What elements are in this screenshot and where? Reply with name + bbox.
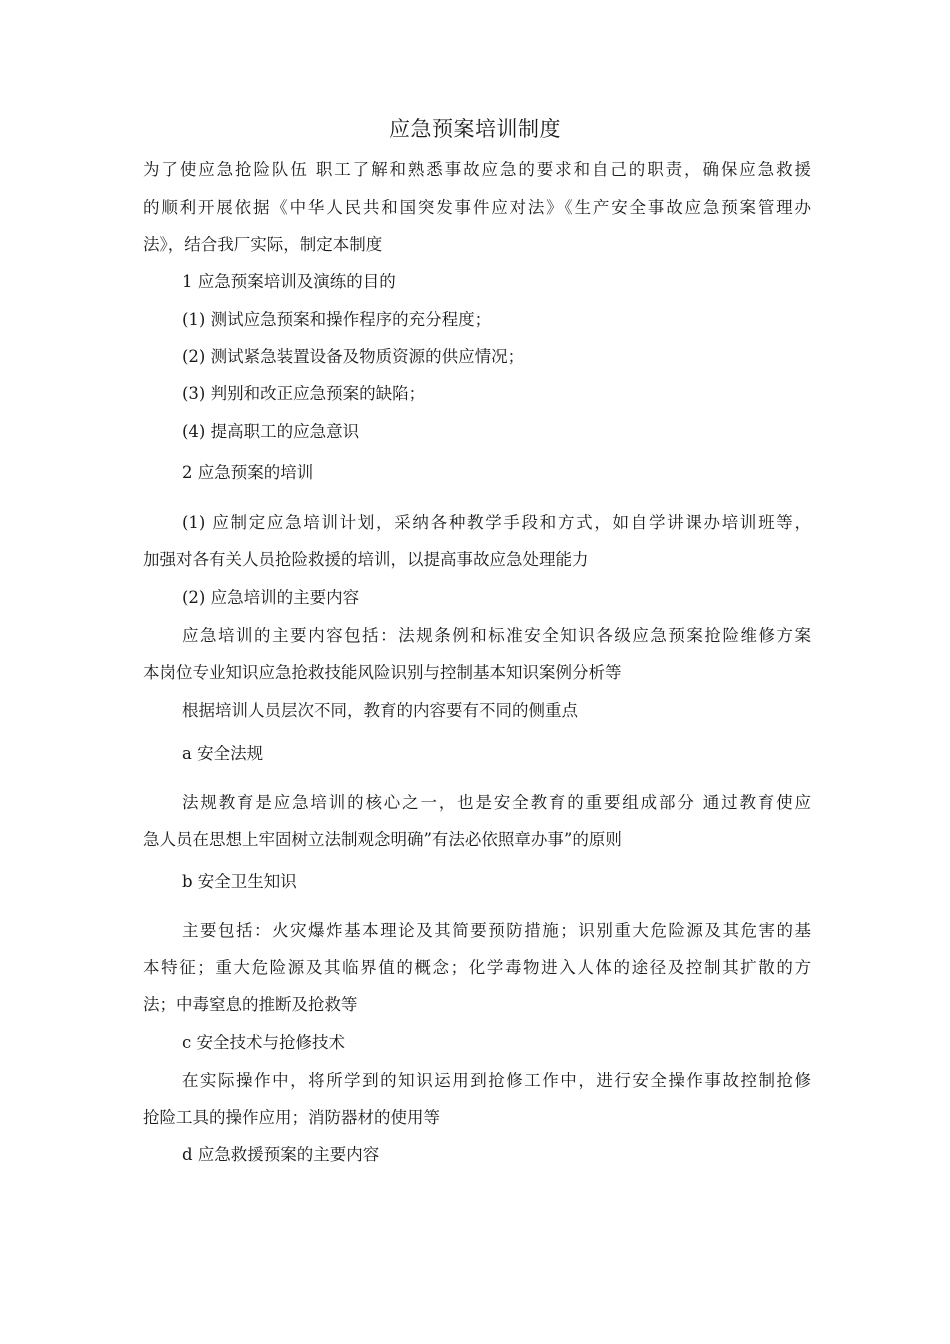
paragraph-line: 主要包括：火灾爆炸基本理论及其简要预防措施；识别重大危险源及其危害的基 [182,921,811,940]
section-heading: a 安全法规 [182,744,264,763]
section-heading: c 安全技术与抢修技术 [182,1033,345,1052]
section-heading: 1 应急预案培训及演练的目的 [182,272,396,291]
paragraph-line: 为了使应急抢险队伍 职工了解和熟悉事故应急的要求和自己的职责，确保应急救援 [143,160,811,179]
list-item: (2) 测试紧急装置设备及物质资源的供应情况； [182,347,525,366]
paragraph-line: 本特征；重大危险源及其临界值的概念；化学毒物进入人体的途径及控制其扩散的方 [143,958,811,977]
section-heading: d 应急救援预案的主要内容 [182,1145,380,1164]
list-item: (4) 提高职工的应急意识 [182,422,360,441]
paragraph-line: 抢险工具的操作应用；消防器材的使用等 [143,1108,440,1127]
paragraph-line: 法；中毒窒息的推断及抢救等 [143,995,358,1014]
section-heading: 2 应急预案的培训 [182,463,314,482]
paragraph-line: (1) 应制定应急培训计划，采纳各种教学手段和方式，如自学讲课办培训班等， [182,513,811,532]
paragraph-line: 法规教育是应急培训的核心之一，也是安全教育的重要组成部分 通过教育使应 [182,793,811,812]
paragraph-line: 根据培训人员层次不同，教育的内容要有不同的侧重点 [182,701,578,720]
list-item: (3) 判别和改正应急预案的缺陷； [182,384,426,403]
paragraph-line: 的顺利开展依据《中华人民共和国突发事件应对法》《生产安全事故应急预案管理办 [143,198,811,217]
paragraph-line: 应急培训的主要内容包括：法规条例和标准安全知识各级应急预案抢险维修方案 [182,626,811,645]
paragraph-line: 急人员在思想上牢固树立法制观念明确”有法必依照章办事”的原则 [143,830,622,849]
list-item: (1) 测试应急预案和操作程序的充分程度； [182,310,492,329]
paragraph-line: 本岗位专业知识应急抢救技能风险识别与控制基本知识案例分析等 [143,663,622,682]
section-heading: b 安全卫生知识 [182,872,297,891]
paragraph-line: 法》，结合我厂实际，制定本制度 [143,235,383,254]
document-title: 应急预案培训制度 [389,117,561,141]
list-item: (2) 应急培训的主要内容 [182,588,360,607]
paragraph-line: 加强对各有关人员抢险救援的培训，以提高事故应急处理能力 [143,550,589,569]
paragraph-line: 在实际操作中，将所学到的知识运用到抢修工作中，进行安全操作事故控制抢修 [182,1071,811,1090]
